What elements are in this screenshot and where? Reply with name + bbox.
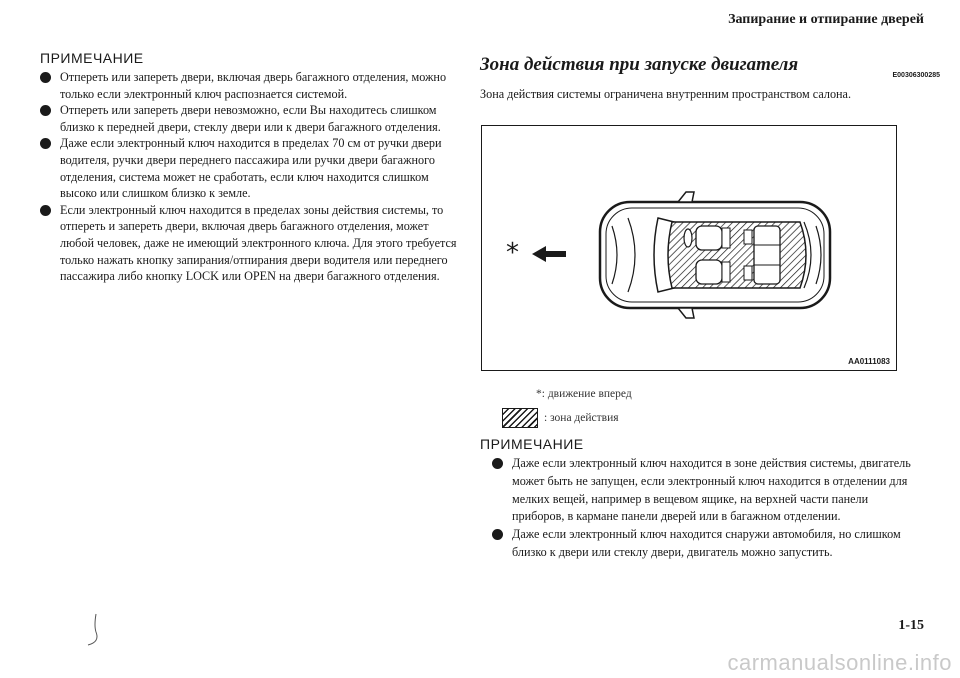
legend-forward: [536, 388, 632, 400]
figure-code: AA0111083: [848, 357, 890, 366]
scan-mark: [84, 612, 102, 648]
section-intro: Зона действия системы ограничена внутренним пространством салона.: [480, 87, 852, 101]
left-note: [40, 50, 458, 285]
range-diagram: [481, 125, 897, 371]
note-list: [40, 69, 458, 285]
running-header: Запирание и отпирание дверей: [728, 12, 924, 27]
active-zone: [668, 222, 806, 288]
section-header: [480, 54, 900, 76]
forward-arrow-icon: [532, 246, 566, 262]
section-code: E00306300285: [892, 72, 940, 79]
note-item: Отпереть или запереть двери невозможно, если Вы находитесь слишком близко к передней двери, стеклу двери или к двери багажного отделения.: [40, 102, 458, 135]
legend-star-symbol: *: [536, 388, 542, 400]
section-title: Зона действия при запуске двигателя: [480, 54, 799, 75]
note-item: Даже если электронный ключ находится в пределах 70 см от ручки двери водителя, ручки двери переднего пассажира или ручки двери багажного отделения, система может не сработать, если ключ находится слишком высоко или слишком близко к земле.: [40, 135, 458, 201]
forward-star: *: [506, 238, 519, 268]
page-number: 1-15: [898, 618, 924, 633]
note-title: ПРИМЕЧАНИЕ: [480, 436, 584, 452]
note-list: [480, 455, 912, 562]
note-item: Отпереть или запереть двери, включая дверь багажного отделения, можно только если электронный ключ распознается системой.: [40, 69, 458, 102]
note-item: Даже если электронный ключ находится снаружи автомобиля, но слишком близко к двери или стеклу двери, двигатель можно запустить.: [480, 526, 912, 562]
note-title: ПРИМЕЧАНИЕ: [40, 50, 144, 66]
watermark: carmanualsonline.info: [727, 650, 952, 675]
note-item: Если электронный ключ находится в пределах зоны действия системы, то отпереть и запереть двери, включая дверь багажного отделения, может любой человек, даже не имеющий электронного ключа. Для этого требуется только нажать кнопку запирания/отпирания двери водителя или переднего пассажира либо кнопку LOCK или OPEN на двери багажного отделения.: [40, 202, 458, 285]
note-item: Даже если электронный ключ находится в зоне действия системы, двигатель может быть не запущен, если электронный ключ находится в отделении для мелких вещей, например в вещевом ящике, на верхней части панели приборов, в кармане панели дверей или в багажном отделении.: [480, 455, 912, 526]
hatch-swatch-icon: [502, 408, 538, 428]
right-note: [480, 436, 912, 562]
car-topview-illustration: [482, 126, 898, 372]
legend-zone-text: : зона действия: [544, 412, 619, 424]
legend-star-text: : движение вперед: [541, 388, 632, 400]
legend-zone: [502, 408, 619, 428]
